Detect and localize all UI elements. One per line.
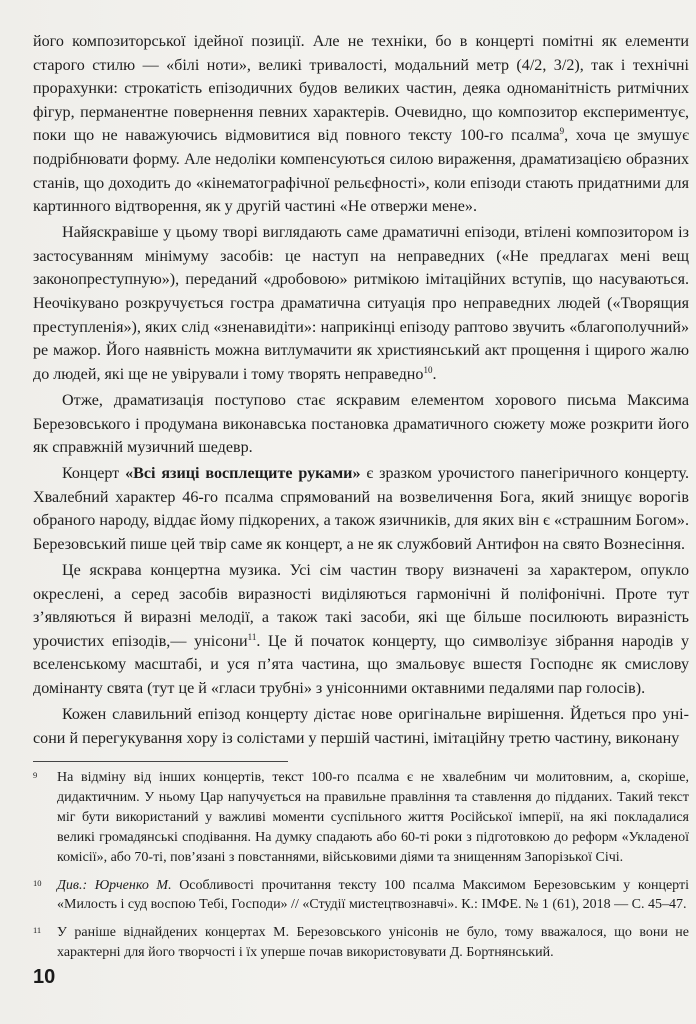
text-segment: Це яскрава концертна музика. Усі сім частин твору визначені за характером, опукло окреслені, а серед засобів виразності виділяються гармонічні й поліфонічні. Проте тут з’являються й виразні мелодії, а також такі засоби, які ще більше посилюють виразність урочистих епізодів,— унісони xyxy=(33,562,689,650)
text-segment: Найяскравіше у цьому творі виглядають саме драматичні епізоди, втілені композитором із застосуванням мінімуму засобів: це наступ на неправедних («Не предлагах мені вещ законопреступную»), переданий «дробовою» ритмікою імітаційних вступів, що насуваються. Неочікувано розкручується гостра драматична ситуація про неправедних людей («Творящия преступленія»), яких слід «зненавидіти»: наприкінці епізоду раптово звучить «благополучний» ре мажор. Його наявність можна витлумачити як християнський акт прощення і щирого жалю до людей, які ще не увірували і тому творять неправедно xyxy=(33,224,689,383)
text-segment: Концерт xyxy=(62,465,126,483)
footnote-ref: 11 xyxy=(247,631,257,642)
footnote-number: 11 xyxy=(33,925,42,936)
text-segment: На відміну від інших концертів, текст 100-го псалма є не хвалебним чи молитовним, а, скоріше, дидактичним. У ньому Цар напучується на правильне правління та ставлення до підданих. Такий текст міг бути використаний у важливі моменти суспільного життя Російської імперії, на які покладалися великі громадянські сподівання. На думку спадають або 60-ті роки з підготовкою до реформ «Укладеної комісії», або 70-ті, пов’язані з повстаннями, військовими діями та знищенням Запорізької Січі. xyxy=(57,770,689,865)
paragraph xyxy=(33,703,689,750)
footnote-ref: 10 xyxy=(423,364,433,375)
italic-citation: Див.: Юрченко М. xyxy=(57,877,172,893)
footnote xyxy=(33,876,689,916)
text-segment: є зразком урочистого панегіричного концерту. Хвалебний характер 46-го псалма спрямований на возвеличення Бога, який знищує ворогів обраного народу, віддає йому підкорених, а також язичників, для яких він є «страшним Богом». Березовський пише цей твір саме як концерт, а не як службовий Антифон на свято Вознесіння. xyxy=(33,465,689,553)
footnote-number: 10 xyxy=(33,877,42,888)
paragraph xyxy=(33,389,689,460)
paragraph xyxy=(33,30,689,219)
text-segment: Отже, драматизація поступово стає яскравим елементом хорового письма Максима Березовського і продумана виконавська постановка драматичного сюжету може розкрити його як справжній музичний шедевр. xyxy=(33,391,689,457)
footnotes xyxy=(33,768,689,971)
page-number: 10 xyxy=(33,966,56,988)
text-segment: . Це й початок концерту, що символізує зібрання народів у вселенському масштабі, и уся п’ята частина, що змальовує вшестя Господнє як смислову домінанту свята (тут це й «гласи трубні» з унісонними октавними педалями пар голосів). xyxy=(33,632,689,698)
text-segment: Особливості прочитання тексту 100 псалма Максимом Березовським у концерті «Милость і суд воспою Тебі, Господи» // «Студії мистецтвознавчі». К.: ІМФЕ. № 1 (61), 2018 — С. 45–47. xyxy=(57,877,689,913)
text-segment: . xyxy=(432,365,437,383)
main-text xyxy=(33,30,689,750)
footnote-separator xyxy=(33,761,288,762)
footnote-ref: 9 xyxy=(559,126,565,137)
bold-title: «Всі язиці восплещите руками» xyxy=(125,465,361,483)
footnote xyxy=(33,923,689,963)
text-segment: , хоча це змушує подрібнювати форму. Але недоліки компенсуються силою вираження, драматизацією образних станів, що доходить до «кінематографічної рельєфності», коли епізоди стають придатними для картинного відтворення, як у другій частині «Не отвержи мене». xyxy=(33,127,689,216)
footnote xyxy=(33,768,689,868)
paragraph xyxy=(33,462,689,556)
paragraph xyxy=(33,221,689,386)
text-segment: його композиторської ідейної позиції. Але не техніки, бо в концерті помітні як елементи старого стилю — «білі ноти», великі тривалості, модальний метр (4/2, 3/2), так і технічні прорахунки: строкатість епізодичних будов великих частин, деяка одноманітність ритмічних фігур, перманентне повернення певних характерів. Очевидно, що композитор експериментує, поки що не наважуючись відмовитися від повного тексту 100-го псалма xyxy=(33,33,689,145)
paragraph xyxy=(33,559,689,701)
text-segment: Кожен славильний епізод концерту дістає нове оригінальне вирішення. Йдеться про унісони й перегукування хору із солістами у першій частині, імітаційну третю частину, виконану xyxy=(33,706,689,747)
text-segment: У раніше віднайдених концертах М. Березовського унісонів не було, тому вважалося, що вони не характерні для його творчості і їх уперше почав використовувати Д. Бортнянський. xyxy=(57,925,689,961)
footnote-number: 9 xyxy=(33,770,38,780)
